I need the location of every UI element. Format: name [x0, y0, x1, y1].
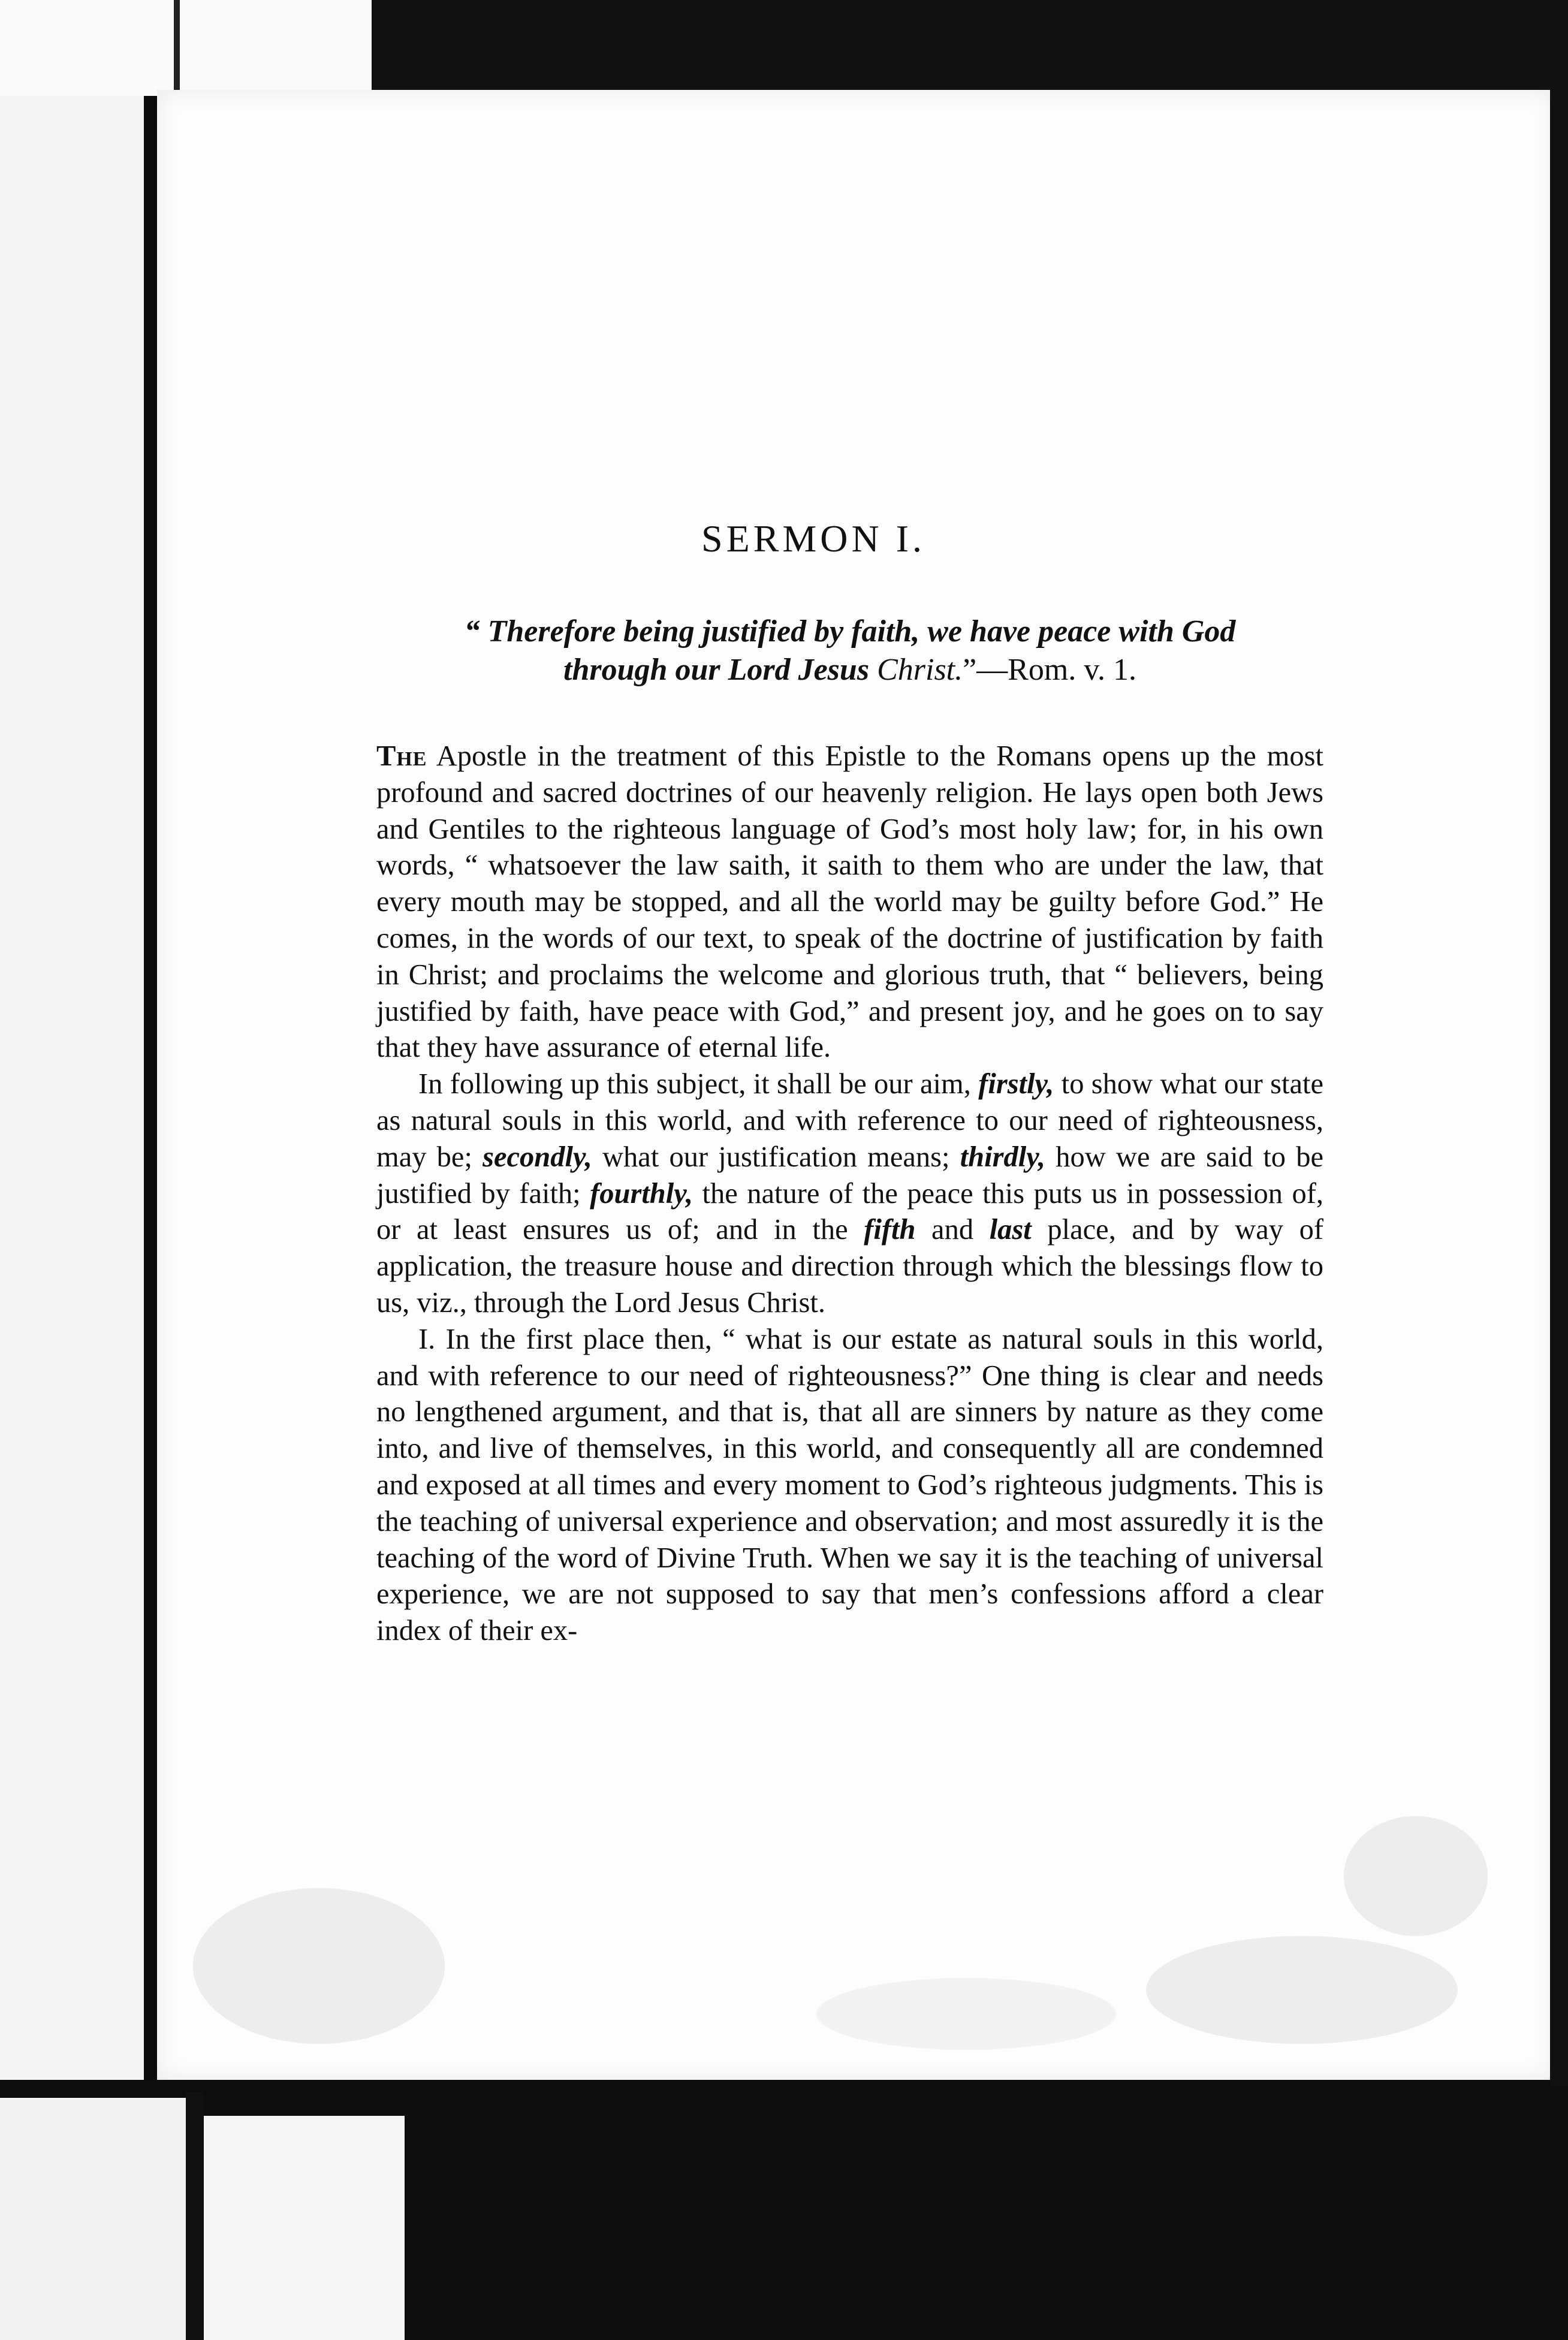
gutter-line-bottom [186, 2092, 204, 2340]
paragraph-text: the nature of the peace this puts us in possession of, or at least ensures us of; and in the [376, 1177, 1323, 1246]
epigraph-reference: ”—Rom. v. 1. [963, 653, 1136, 687]
page-title: SERMON I. [701, 517, 926, 560]
page-right-edge [1550, 90, 1568, 2086]
facing-page-edge [0, 96, 162, 2104]
paragraph-text: In following up this subject, it shall be our aim, [418, 1068, 979, 1100]
paper-stain [1344, 1816, 1488, 1936]
paragraph-1 [376, 738, 1323, 1066]
emphasis: secondly, [483, 1141, 592, 1173]
page-bottom-tab [192, 2116, 405, 2340]
epigraph-line-1 [376, 613, 1323, 651]
paragraph-text: how we are said to be justified by faith; [376, 1141, 1323, 1210]
body-text [376, 738, 1323, 1650]
epigraph-text: “ Therefore being justified by faith, we have peace with God [464, 614, 1236, 649]
paragraph-text: and [915, 1214, 990, 1246]
facing-page-bottom-tab [0, 2098, 198, 2340]
paragraph-3: I. In the first place then, “ what is our estate as natural souls in this world, and with reference to our need of righteousness?” One thing is clear and needs no lengthened argument, and that is, that all are sinners by nature as they come into, and live of themselves, in this world, and consequently all are condemned and exposed at all times and every moment to God’s righteous judgments. This is the teaching of universal experience and observation; and most assuredly it is the teaching of the word of Divine Truth. When we say it is the teaching of universal experience, we are not supposed to say that men’s confessions afford a clear index of their ex- [376, 1323, 1323, 1647]
paragraph-text: what our justification means; [592, 1141, 960, 1173]
epigraph-christ: Christ. [877, 653, 963, 687]
epigraph-text: through our Lord Jesus [563, 653, 878, 687]
emphasis: last [989, 1214, 1032, 1246]
paragraph-lead-word: The [376, 740, 427, 772]
paragraph-text: place, and by way of application, the treasure house and direction through which the blessings flow to us, viz., through the Lord Jesus Christ. [376, 1214, 1323, 1319]
paragraph-text: Apostle in the treatment of this Epistle to the Romans opens up the most profound and sacred doctrines of our heavenly religion. He lays open both Jews and Gentiles to the righteous language of God’s most holy law; for, in his own words, “ whatsoever the law saith, it saith to them who are under the law, that every mouth may be stopped, and all the world may be guilty before God.” He comes, in the words of our text, to speak of the doctrine of justification by faith in Christ; and proclaims the welcome and glorious truth, that “ believers, being justified by faith, have peace with God,” and present joy, and he goes on to say that they have assurance of eternal life. [376, 740, 1323, 1064]
paper-stain [193, 1888, 445, 2044]
emphasis: fifth [864, 1214, 916, 1246]
facing-page-top-tab [0, 0, 372, 96]
paragraph-2 [376, 1066, 1323, 1322]
epigraph-line-2 [376, 651, 1323, 689]
paper-stain [816, 1978, 1116, 2050]
emphasis: firstly, [978, 1068, 1054, 1100]
epigraph [376, 613, 1323, 689]
paper-stain [1146, 1936, 1458, 2044]
emphasis: thirdly, [960, 1141, 1046, 1173]
gutter-line-top [174, 0, 180, 102]
emphasis: fourthly, [590, 1177, 693, 1210]
paragraph-text: to show what our state as natural souls in this world, and with reference to our need of righteousness, may be; [376, 1068, 1323, 1173]
